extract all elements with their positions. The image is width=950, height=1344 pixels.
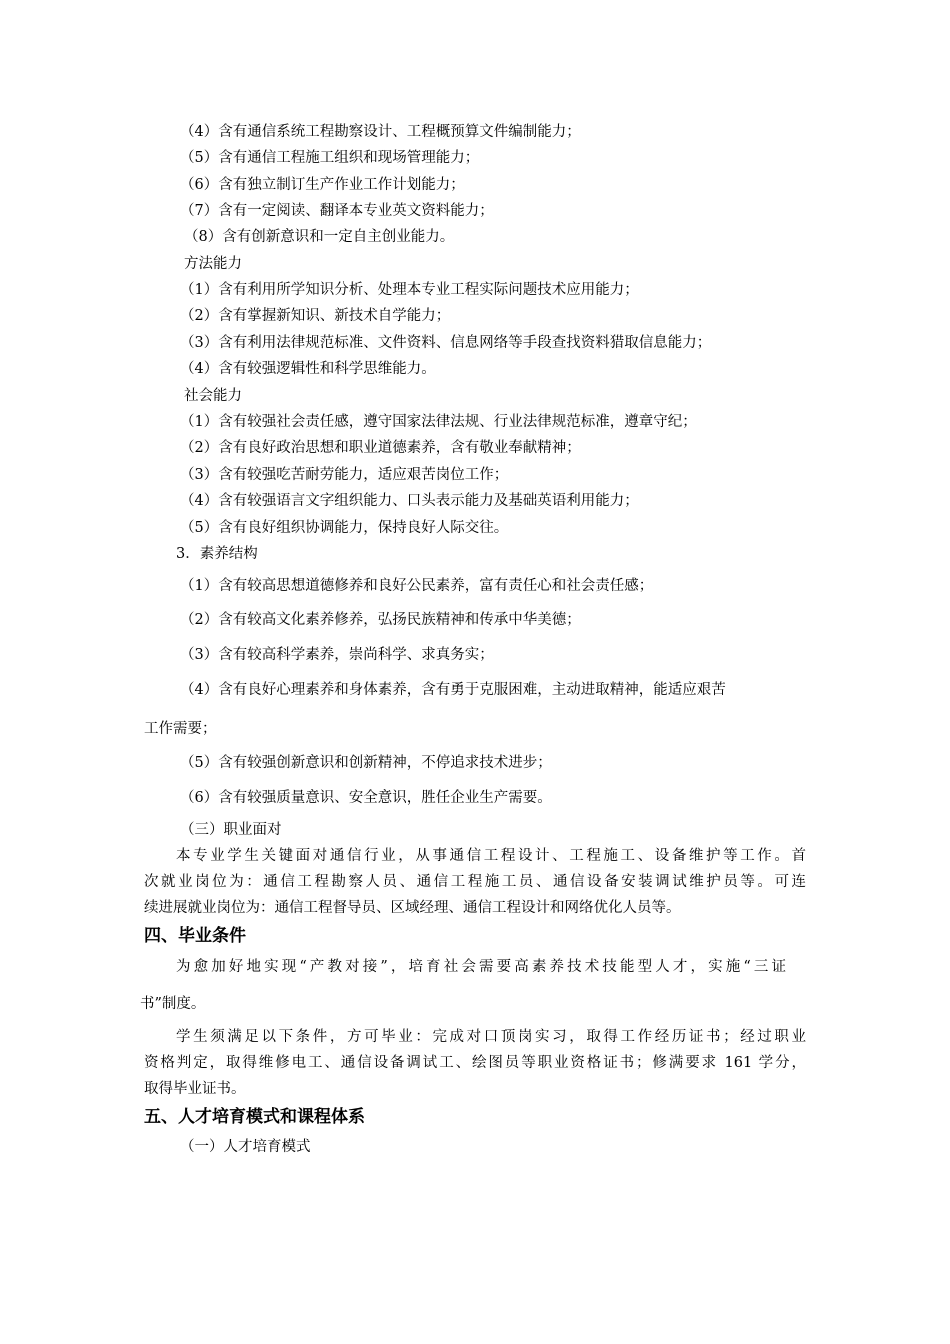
method-item-4: （4）含有较强逻辑性和科学思维能力。 <box>180 361 436 377</box>
graduation-paragraph-1-line-2: 书”制度。 <box>140 996 206 1012</box>
method-item-2: （2）含有掌握新知识、新技术自学能力； <box>180 308 451 324</box>
career-orientation-title: （三）职业面对 <box>180 822 282 838</box>
social-item-2: （2）含有良好政治思想和职业道德素养，含有敬业奉献精神； <box>180 440 581 456</box>
graduation-paragraph-2-line-3: 取得毕业证书。 <box>144 1081 246 1097</box>
social-ability-title: 社会能力 <box>184 388 242 404</box>
method-ability-title: 方法能力 <box>184 256 242 272</box>
ability-item-7: （7）含有一定阅读、翻译本专业英文资料能力； <box>180 203 494 219</box>
ability-item-8: （8）含有创新意识和一定自主创业能力。 <box>184 229 455 245</box>
quality-item-2: （2）含有较高文化素养修养，弘扬民族精神和传承中华美德； <box>180 612 581 628</box>
social-item-4: （4）含有较强语言文字组织能力、口头表示能力及基础英语利用能力； <box>180 493 639 509</box>
section-heading-graduation: 四、毕业条件 <box>144 926 246 946</box>
ability-item-4: （4）含有通信系统工程勘察设计、工程概预算文件编制能力； <box>180 124 581 140</box>
section-heading-training-mode: 五、人才培育模式和课程体系 <box>144 1107 365 1127</box>
training-mode-subtitle: （一）人才培育模式 <box>180 1139 311 1155</box>
social-item-3: （3）含有较强吃苦耐劳能力，适应艰苦岗位工作； <box>180 467 509 483</box>
ability-item-5: （5）含有通信工程施工组织和现场管理能力； <box>180 150 480 166</box>
career-paragraph-line-2: 次就业岗位为：通信工程勘察人员、通信工程施工员、通信设备安装调试维护员等。可连 <box>144 874 806 890</box>
quality-item-1: （1）含有较高思想道德修养和良好公民素养，富有责任心和社会责任感； <box>180 578 654 594</box>
quality-item-4-continued: 工作需要； <box>144 721 217 737</box>
graduation-paragraph-2-line-1: 学生须满足以下条件，方可毕业：完成对口顶岗实习，取得工作经历证书；经过职业 <box>176 1029 806 1045</box>
quality-item-4: （4）含有良好心理素养和身体素养，含有勇于克服困难，主动进取精神，能适应艰苦 <box>180 682 726 698</box>
ability-item-6: （6）含有独立制订生产作业工作计划能力； <box>180 177 465 193</box>
social-item-1: （1）含有较强社会责任感，遵守国家法律法规、行业法律规范标准，遵章守纪； <box>180 414 697 430</box>
quality-item-6: （6）含有较强质量意识、安全意识，胜任企业生产需要。 <box>180 790 552 806</box>
graduation-paragraph-1-line-1: 为愈加好地实现“产教对接”，培育社会需要高素养技术技能型人才，实施“三证 <box>176 959 786 975</box>
career-paragraph-line-1: 本专业学生关键面对通信行业，从事通信工程设计、工程施工、设备维护等工作。首 <box>176 848 806 864</box>
quality-item-5: （5）含有较强创新意识和创新精神，不停追求技术进步； <box>180 755 552 771</box>
social-item-5: （5）含有良好组织协调能力，保持良好人际交往。 <box>180 520 509 536</box>
quality-structure-title: 3．素养结构 <box>176 546 258 562</box>
method-item-1: （1）含有利用所学知识分析、处理本专业工程实际问题技术应用能力； <box>180 282 639 298</box>
quality-item-3: （3）含有较高科学素养，崇尚科学、求真务实； <box>180 647 494 663</box>
career-paragraph-line-3: 续进展就业岗位为：通信工程督导员、区域经理、通信工程设计和网络优化人员等。 <box>144 900 681 916</box>
graduation-paragraph-2-line-2: 资格判定，取得维修电工、通信设备调试工、绘图员等职业资格证书；修满要求 161 学分， <box>144 1055 806 1071</box>
method-item-3: （3）含有利用法律规范标准、文件资料、信息网络等手段查找资料猎取信息能力； <box>180 335 712 351</box>
